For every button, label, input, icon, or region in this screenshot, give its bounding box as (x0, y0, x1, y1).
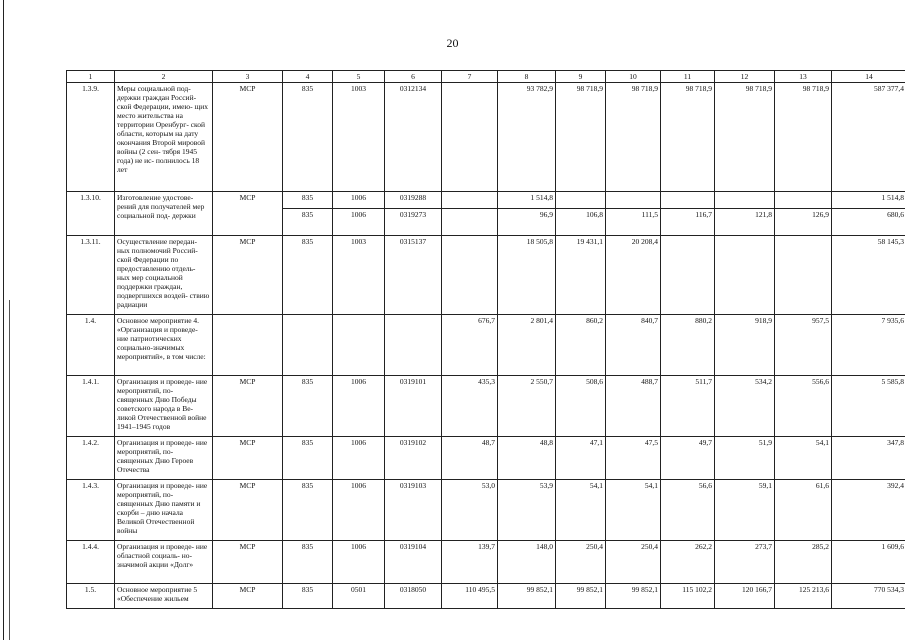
table-cell: 61,6 (775, 480, 832, 541)
header-cell: 13 (775, 71, 832, 83)
table-cell: 98 718,9 (715, 83, 775, 192)
table-cell: 1006 (333, 209, 385, 236)
table-cell: 110 495,5 (442, 584, 498, 609)
table-cell: 587 377,4 (832, 83, 905, 192)
table-cell (442, 192, 498, 209)
header-cell: 7 (442, 71, 498, 83)
header-cell: 10 (606, 71, 661, 83)
table-cell: 58 145,3 (832, 236, 905, 315)
row-number-cell: 1.4.2. (67, 437, 115, 480)
table-cell: 835 (283, 209, 333, 236)
table-cell: 0319288 (385, 192, 442, 209)
table-cell: 556,6 (775, 376, 832, 437)
row-number-cell: 1.3.10. (67, 192, 115, 236)
table-cell: 1006 (333, 541, 385, 584)
table-cell: 99 852,1 (606, 584, 661, 609)
table-cell: 48,8 (498, 437, 556, 480)
table-cell (775, 192, 832, 209)
row-number-cell: 1.3.11. (67, 236, 115, 315)
table-cell: 676,7 (442, 315, 498, 376)
table-cell: 835 (283, 376, 333, 437)
header-cell: 11 (661, 71, 715, 83)
row-number-cell: 1.4.4. (67, 541, 115, 584)
table-cell: 0318050 (385, 584, 442, 609)
table-cell: 392,4 (832, 480, 905, 541)
table-cell: 53,9 (498, 480, 556, 541)
header-cell: 5 (333, 71, 385, 83)
table-cell: 1003 (333, 236, 385, 315)
table-cell: МСР (213, 192, 283, 236)
table-cell: 125 213,6 (775, 584, 832, 609)
table-cell: 99 852,1 (498, 584, 556, 609)
table-cell: МСР (213, 376, 283, 437)
table-cell: 835 (283, 236, 333, 315)
table-cell: 59,1 (715, 480, 775, 541)
table-cell: 47,5 (606, 437, 661, 480)
table-cell: 435,3 (442, 376, 498, 437)
header-cell: 12 (715, 71, 775, 83)
table-cell (606, 192, 661, 209)
table-cell: 835 (283, 437, 333, 480)
table-cell (556, 192, 606, 209)
table-cell: 54,1 (556, 480, 606, 541)
header-cell: 14 (832, 71, 905, 83)
table-cell: 139,7 (442, 541, 498, 584)
table-cell: 18 505,8 (498, 236, 556, 315)
table-cell: 98 718,9 (606, 83, 661, 192)
table-cell: 1006 (333, 192, 385, 209)
budget-table (66, 70, 905, 609)
table-cell: 5 585,8 (832, 376, 905, 437)
table-cell: 0315137 (385, 236, 442, 315)
table-cell (442, 83, 498, 192)
table-header-row (67, 71, 905, 83)
table-cell: 770 534,3 (832, 584, 905, 609)
header-cell: 3 (213, 71, 283, 83)
table-cell: 488,7 (606, 376, 661, 437)
table-cell: 20 208,4 (606, 236, 661, 315)
table-cell: 0319103 (385, 480, 442, 541)
table-cell: 121,8 (715, 209, 775, 236)
table-cell: 148,0 (498, 541, 556, 584)
table-row (67, 315, 905, 376)
table-cell: МСР (213, 584, 283, 609)
table-cell: 51,9 (715, 437, 775, 480)
table-cell: 126,9 (775, 209, 832, 236)
table-cell: 1006 (333, 480, 385, 541)
table-cell: 1 514,8 (498, 192, 556, 209)
table-cell: 0319101 (385, 376, 442, 437)
table-cell (661, 192, 715, 209)
table-cell: 957,5 (775, 315, 832, 376)
table-cell: 0319102 (385, 437, 442, 480)
row-description-cell: Осуществление передан- ных полномочий Россий- ской Федерации по предоставлению отдель- ных мер социальной поддержки граждан, подвергшихся воздей- ствию радиации (115, 236, 213, 315)
table-cell: 508,6 (556, 376, 606, 437)
header-cell: 9 (556, 71, 606, 83)
table-cell (333, 315, 385, 376)
header-cell: 2 (115, 71, 213, 83)
table-cell: 860,2 (556, 315, 606, 376)
row-description-cell: Организация и проведе- ние мероприятий, по- священных Дню памяти и скорби – дню начала Великой Отечественной войны (115, 480, 213, 541)
table-cell: 1006 (333, 437, 385, 480)
table-cell: 1 609,6 (832, 541, 905, 584)
table-cell: МСР (213, 480, 283, 541)
table-cell: 2 550,7 (498, 376, 556, 437)
table-cell (775, 236, 832, 315)
row-description-cell: Организация и проведе- ние мероприятий, по- священных Дню Победы советского народа в Ве- ликой Отечественной войне 1941–1945 годов (115, 376, 213, 437)
table-cell (213, 315, 283, 376)
table-cell (442, 236, 498, 315)
table-cell: 49,7 (661, 437, 715, 480)
table-cell: 262,2 (661, 541, 715, 584)
table-cell: 0312134 (385, 83, 442, 192)
table-cell: МСР (213, 236, 283, 315)
header-cell: 6 (385, 71, 442, 83)
table-row (67, 236, 905, 315)
table-cell (715, 192, 775, 209)
table-cell: 511,7 (661, 376, 715, 437)
table-cell (283, 315, 333, 376)
row-number-cell: 1.4.1. (67, 376, 115, 437)
table-cell: 98 718,9 (556, 83, 606, 192)
table-cell: 250,4 (606, 541, 661, 584)
table-cell: 1003 (333, 83, 385, 192)
table-cell: 53,0 (442, 480, 498, 541)
table-cell: 840,7 (606, 315, 661, 376)
table-cell: 93 782,9 (498, 83, 556, 192)
table-cell: 99 852,1 (556, 584, 606, 609)
row-number-cell: 1.4. (67, 315, 115, 376)
header-cell: 4 (283, 71, 333, 83)
table-row (67, 83, 905, 192)
table-cell: 115 102,2 (661, 584, 715, 609)
table-row (67, 584, 905, 609)
row-description-cell: Организация и проведе- ние областной социаль- но-значимой акции «Долг» (115, 541, 213, 584)
table-cell: 680,6 (832, 209, 905, 236)
table-cell: 534,2 (715, 376, 775, 437)
table-cell: 0319273 (385, 209, 442, 236)
table-cell: 116,7 (661, 209, 715, 236)
table-row (67, 192, 905, 209)
table-cell: 880,2 (661, 315, 715, 376)
table-cell: 250,4 (556, 541, 606, 584)
table-cell (661, 236, 715, 315)
table-cell: 285,2 (775, 541, 832, 584)
table-cell: 98 718,9 (661, 83, 715, 192)
table-cell: 1 514,8 (832, 192, 905, 209)
row-description-cell: Организация и проведе- ние мероприятий, по- священных Дню Героев Отечества (115, 437, 213, 480)
header-cell: 1 (67, 71, 115, 83)
table-cell: 273,7 (715, 541, 775, 584)
table-cell: 1006 (333, 376, 385, 437)
table-cell: МСР (213, 541, 283, 584)
table-cell: 835 (283, 83, 333, 192)
table-cell (715, 236, 775, 315)
table-cell: 0319104 (385, 541, 442, 584)
row-description-cell: Изготовление удостове- рений для получателей мер социальной под- держки (115, 192, 213, 236)
table-cell: 120 166,7 (715, 584, 775, 609)
row-description-cell: Меры социальной под- держки граждан Россий- ской Федерации, имею- щих место жительства на территории Оренбург- ской области, которым на дату окончания Второй мировой войны (2 сен- тября 1945 года) не ис- полнилось 18 лет (115, 83, 213, 192)
table-cell: 54,1 (606, 480, 661, 541)
table-cell: 347,8 (832, 437, 905, 480)
table-cell: 7 935,6 (832, 315, 905, 376)
table-cell: МСР (213, 83, 283, 192)
table-cell: 54,1 (775, 437, 832, 480)
table-cell: 47,1 (556, 437, 606, 480)
page-number: 20 (446, 36, 459, 50)
page-edge-line (9, 300, 10, 640)
row-description-cell: Основное мероприятие 5 «Обеспечение жильем (115, 584, 213, 609)
row-number-cell: 1.3.9. (67, 83, 115, 192)
row-number-cell: 1.5. (67, 584, 115, 609)
table-cell: 98 718,9 (775, 83, 832, 192)
table-cell: 96,9 (498, 209, 556, 236)
table-row (67, 437, 905, 480)
table-cell: 835 (283, 541, 333, 584)
table-cell: 19 431,1 (556, 236, 606, 315)
table-row (67, 376, 905, 437)
table-cell (442, 209, 498, 236)
table-cell: 48,7 (442, 437, 498, 480)
table-cell: 918,9 (715, 315, 775, 376)
table-cell: 835 (283, 192, 333, 209)
table-cell: 2 801,4 (498, 315, 556, 376)
header-cell: 8 (498, 71, 556, 83)
table-cell: 0501 (333, 584, 385, 609)
table-cell: 111,5 (606, 209, 661, 236)
table-cell: 835 (283, 480, 333, 541)
table-cell (385, 315, 442, 376)
table-cell: МСР (213, 437, 283, 480)
row-description-cell: Основное мероприятие 4. «Организация и проведе- ние патриотических социально-значимых мероприятий», в том числе: (115, 315, 213, 376)
table-row (67, 541, 905, 584)
table-cell: 835 (283, 584, 333, 609)
page-edge-line (3, 0, 4, 640)
table-row (67, 480, 905, 541)
table-cell: 106,8 (556, 209, 606, 236)
table-cell: 56,6 (661, 480, 715, 541)
row-number-cell: 1.4.3. (67, 480, 115, 541)
